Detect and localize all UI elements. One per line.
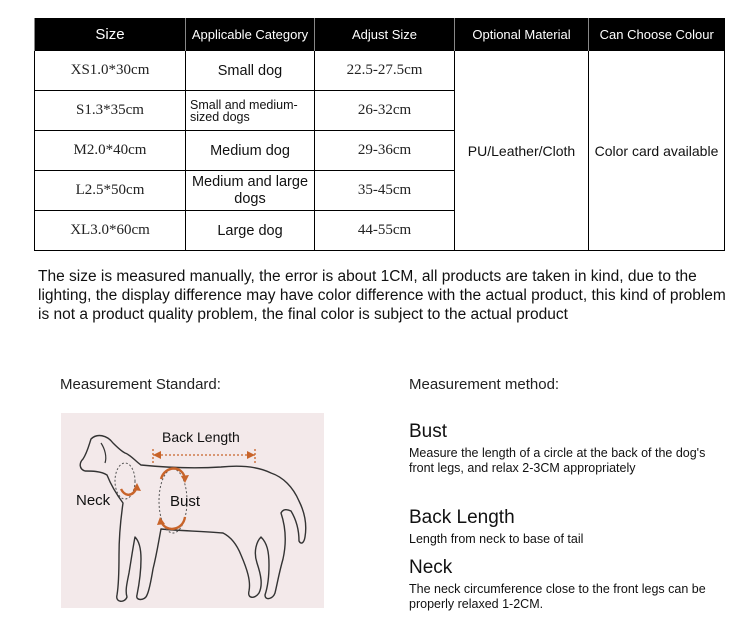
cell-category: Medium and large dogs <box>186 171 315 211</box>
dog-measurement-diagram <box>61 413 324 608</box>
bust-arrow-top <box>161 469 185 480</box>
measurement-standard-title: Measurement Standard: <box>60 376 221 393</box>
cell-category: Medium dog <box>186 131 315 171</box>
header-adjust: Adjust Size <box>315 18 455 51</box>
method-back-length-title: Back Length <box>409 507 515 528</box>
back-length-arrow-left-icon <box>153 451 161 459</box>
cell-size: XS1.0*30cm <box>35 51 186 91</box>
header-size: Size <box>35 18 186 51</box>
disclaimer-text: The size is measured manually, the error is about 1CM, all products are taken in kind, due to the lighting, the display difference may have color difference with the actual product, this kind of problem is not a product quality problem, the final color is subject to the actual product <box>38 268 726 323</box>
header-colour: Can Choose Colour <box>589 18 725 51</box>
cell-adjust: 44-55cm <box>315 211 455 251</box>
neck-arrowhead-icon <box>133 483 141 491</box>
size-table <box>34 18 725 251</box>
header-category: Applicable Category <box>186 18 315 51</box>
cell-adjust: 35-45cm <box>315 171 455 211</box>
table-row <box>35 51 725 91</box>
label-back-length: Back Length <box>162 429 240 445</box>
label-bust: Bust <box>170 493 201 510</box>
method-back-length-desc: Length from neck to base of tail <box>409 532 584 546</box>
method-bust-title: Bust <box>409 421 448 442</box>
cell-size: L2.5*50cm <box>35 171 186 211</box>
method-back-length <box>409 507 729 547</box>
bust-arrow-bottom <box>161 517 185 529</box>
dog-outline-icon <box>80 436 306 602</box>
cell-size: M2.0*40cm <box>35 131 186 171</box>
method-neck <box>409 557 729 612</box>
measurement-method-title: Measurement method: <box>409 376 560 393</box>
cell-colour: Color card available <box>589 51 725 251</box>
cell-adjust: 29-36cm <box>315 131 455 171</box>
cell-category: Small dog <box>186 51 315 91</box>
cell-adjust: 22.5-27.5cm <box>315 51 455 91</box>
label-neck: Neck <box>76 492 111 509</box>
method-bust <box>409 421 729 476</box>
cell-adjust: 26-32cm <box>315 91 455 131</box>
header-material: Optional Material <box>455 18 589 51</box>
table-header-row <box>35 18 725 51</box>
method-neck-title: Neck <box>409 557 453 578</box>
cell-size: XL3.0*60cm <box>35 211 186 251</box>
dog-ear-icon <box>101 443 106 463</box>
cell-size: S1.3*35cm <box>35 91 186 131</box>
method-neck-desc: The neck circumference close to the front legs can be properly relaxed 1-2CM. <box>409 582 706 611</box>
back-length-arrow-right-icon <box>247 451 255 459</box>
bust-arrowhead-top-icon <box>181 475 189 483</box>
method-bust-desc: Measure the length of a circle at the back of the dog's front legs, and relax 2-3CM appropriately <box>409 446 706 475</box>
cell-category: Large dog <box>186 211 315 251</box>
cell-material: PU/Leather/Cloth <box>455 51 589 251</box>
cell-category: Small and medium-sized dogs <box>186 91 315 131</box>
